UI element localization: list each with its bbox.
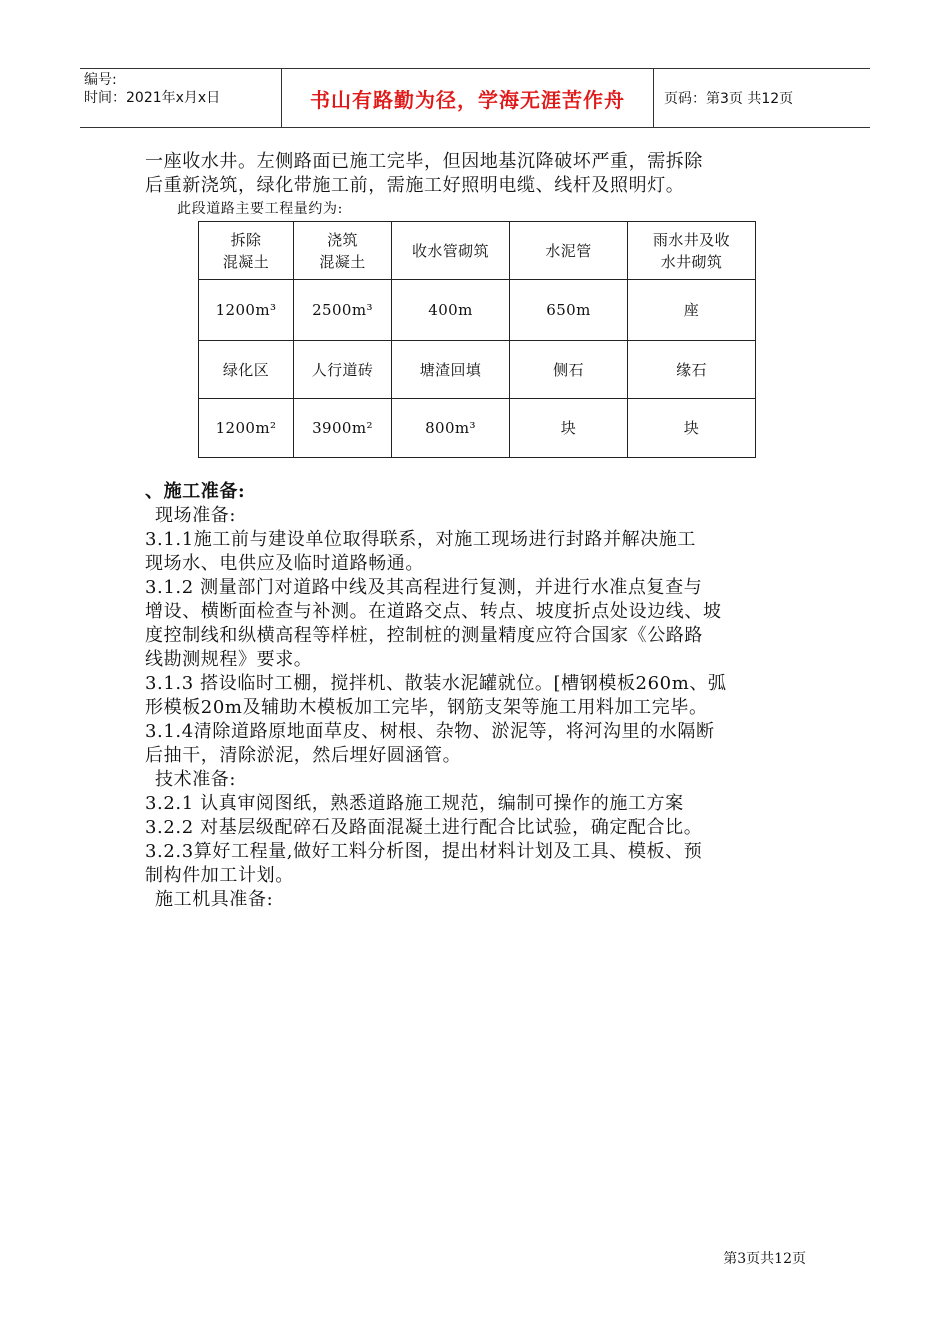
table-row [199,222,756,280]
paragraph-line: 形模板20m及辅助木模板加工完毕，钢筋支架等施工用料加工完毕。 [145,697,708,718]
header-motto: 书山有路勤为径，学海无涯苦作舟 [282,69,654,127]
table-cell: 浇筑 混凝土 [294,222,392,280]
table-cell: 400m [392,280,510,341]
table-row [199,280,756,341]
document-body [145,150,815,912]
paragraph-line: 增设、横断面检查与补测。在道路交点、转点、坡度折点处设边线、坡 [145,601,722,622]
paragraph-line: 线勘测规程》要求。 [145,649,313,670]
table-cell: 拆除 混凝土 [199,222,294,280]
table-cell: 800m³ [392,399,510,458]
quantity-table [198,221,756,458]
table-row [199,341,756,399]
paragraph-line: 3.1.4清除道路原地面草皮、树根、杂物、淤泥等，将河沟里的水隔断 [145,721,715,742]
intro-line: 一座收水井。左侧路面已施工完毕，但因地基沉降破坏严重，需拆除 [145,151,703,172]
subsection-title: 现场准备: [155,505,237,526]
table-cell: 塘渣回填 [392,341,510,399]
table-cell: 座 [628,280,756,341]
page-footer: 第3页共12页 [723,1251,806,1267]
table-cell: 3900m² [294,399,392,458]
table-cell: 水泥管 [510,222,628,280]
table-caption: 此段道路主要工程量约为: [177,201,343,217]
table-cell: 1200m³ [199,280,294,341]
subsection-title: 施工机具准备: [155,889,274,910]
time-label: 时间：2021年x月x日 [84,90,221,106]
number-label: 编号: [84,72,117,88]
table-cell: 块 [510,399,628,458]
section-title: 、施工准备: [145,481,246,502]
paragraph-line: 制构件加工计划。 [145,865,294,886]
paragraph-line: 3.2.3算好工程量,做好工料分析图，提出材料计划及工具、模板、预 [145,841,703,862]
paragraph-line: 3.1.3 搭设临时工棚，搅拌机、散装水泥罐就位。[槽钢模板260m、弧 [145,673,727,694]
table-cell: 缘石 [628,341,756,399]
paragraph-line: 3.2.2 对基层级配碎石及路面混凝土进行配合比试验，确定配合比。 [145,817,703,838]
intro-line: 后重新浇筑，绿化带施工前，需施工好照明电缆、线杆及照明灯。 [145,175,685,196]
paragraph-line: 后抽干，清除淤泥，然后埋好圆涵管。 [145,745,462,766]
table-cell: 侧石 [510,341,628,399]
table-cell: 1200m² [199,399,294,458]
table-cell: 人行道砖 [294,341,392,399]
header-page-info: 页码：第3页 共12页 [664,91,794,107]
paragraph-line: 现场水、电供应及临时道路畅通。 [145,553,424,574]
header-meta [80,69,282,127]
page-header [80,68,870,128]
table-cell: 2500m³ [294,280,392,341]
table-cell: 块 [628,399,756,458]
subsection-title: 技术准备: [155,769,237,790]
paragraph-line: 3.2.1 认真审阅图纸，熟悉道路施工规范，编制可操作的施工方案 [145,793,684,814]
paragraph-line: 度控制线和纵横高程等样桩，控制桩的测量精度应符合国家《公路路 [145,625,703,646]
table-cell: 绿化区 [199,341,294,399]
table-cell: 雨水井及收 水井砌筑 [628,222,756,280]
table-row [199,399,756,458]
paragraph-line: 3.1.1施工前与建设单位取得联系，对施工现场进行封路并解决施工 [145,529,696,550]
table-cell: 650m [510,280,628,341]
paragraph-line: 3.1.2 测量部门对道路中线及其高程进行复测，并进行水准点复查与 [145,577,703,598]
table-cell: 收水管砌筑 [392,222,510,280]
